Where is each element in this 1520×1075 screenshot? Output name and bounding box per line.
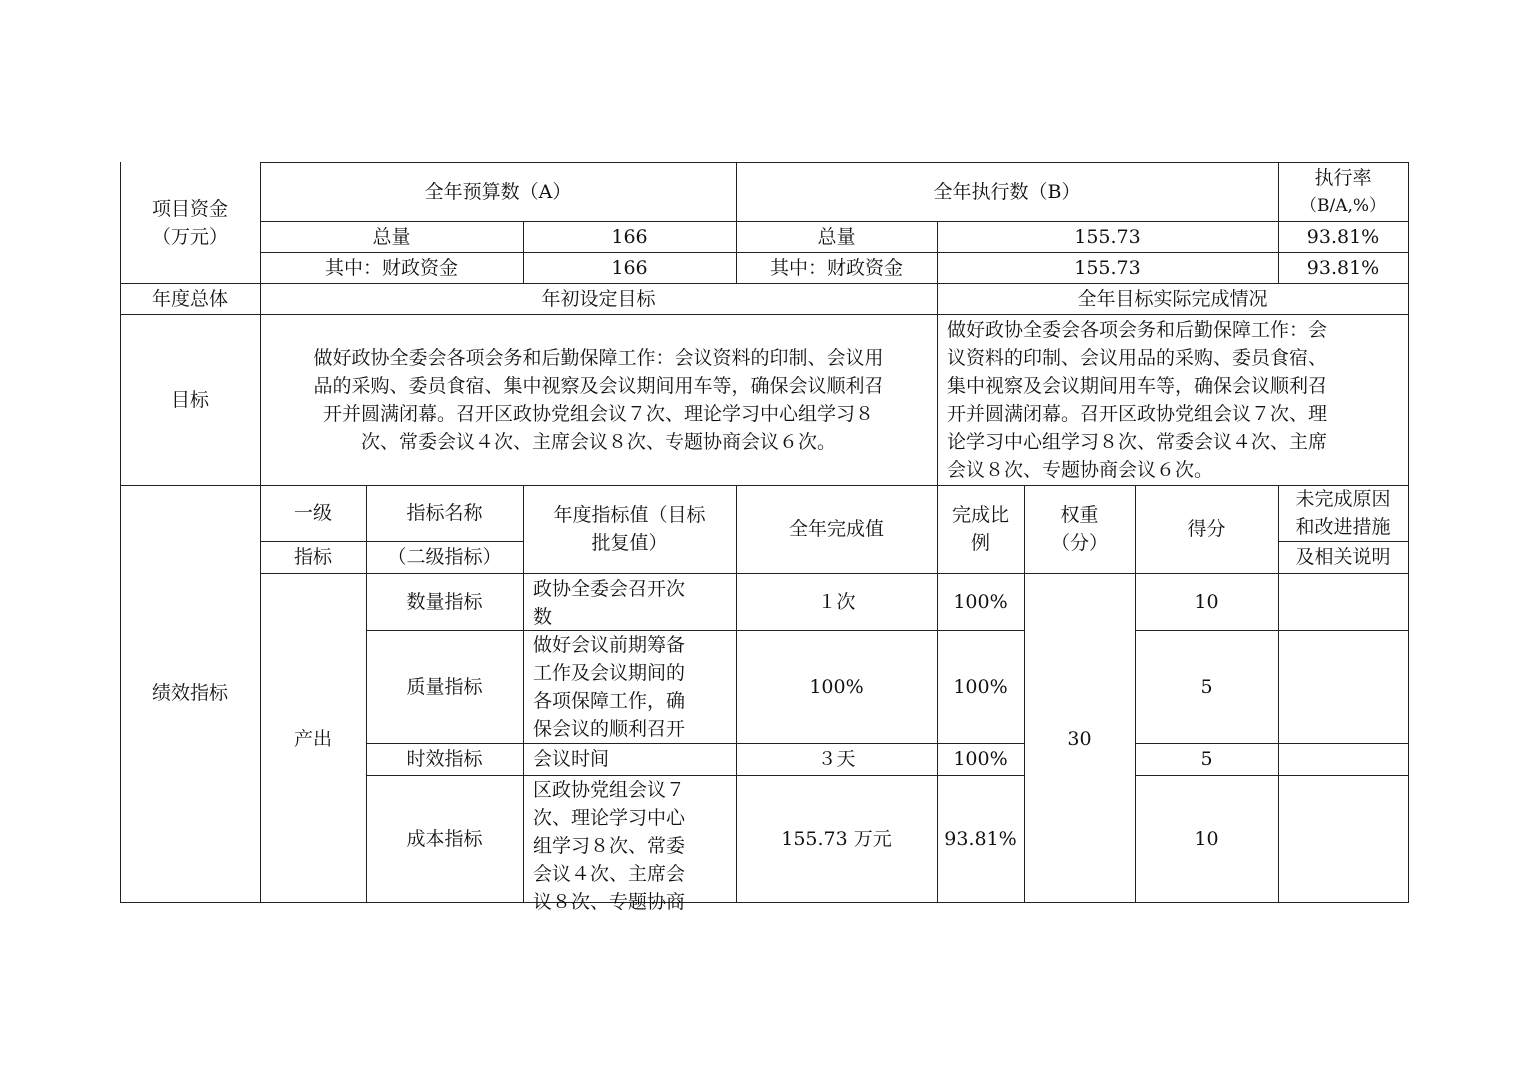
actual-text-line: 议资料的印制、会议用品的采购、委员食宿、 (947, 347, 1328, 369)
target-text (260, 344, 937, 456)
actual-text-line: 论学习中心组学习８次、常委会议４次、主席 (947, 431, 1328, 453)
indicator-name: 数量指标 (406, 591, 483, 613)
actual-header: 全年目标实际完成情况 (1077, 288, 1268, 310)
target-line: 会议时间 (533, 748, 610, 770)
target-text-line: 次、常委会议４次、主席会议８次、专题协商会议６次。 (360, 431, 836, 453)
funds-unit-label: （万元） (151, 226, 228, 248)
perf-label: 绩效指标 (151, 682, 228, 704)
header-reason-line2: 和改进措施 (1295, 516, 1391, 538)
funds-row-label: 总量 (372, 226, 411, 248)
target-text-line: 做好政协全委会各项会务和后勤保障工作：会议资料的印制、会议用 (313, 347, 884, 369)
header-annual-target: 年度指标值（目标 (553, 504, 706, 526)
funds-row-execution: 155.73 (1074, 226, 1141, 248)
header-indicator-level2: （二级指标） (387, 546, 502, 568)
target-line: 政协全委会召开次 (533, 578, 686, 600)
header-level1-sub: 指标 (293, 546, 332, 568)
header-reason: 未完成原因 (1295, 488, 1391, 510)
header-ratio: 完成比 (951, 504, 1009, 526)
actual-text-line: 会议８次、专题协商会议６次。 (947, 459, 1214, 481)
budget-header: 全年预算数（A） (424, 181, 572, 203)
funds-row-budget: 166 (611, 226, 648, 248)
header-score: 得分 (1187, 518, 1226, 540)
header-level1: 一级 (293, 502, 332, 524)
header-annual-target-sub: 批复值） (591, 532, 668, 554)
target-line: 区政协党组会议７ (533, 779, 686, 801)
goals-label-target: 目标 (170, 389, 209, 411)
target-line: 保会议的顺利召开 (533, 718, 686, 740)
indicator-ratio: 100% (953, 676, 1008, 698)
actual-text-line: 集中视察及会议期间用车等，确保会议顺利召 (947, 375, 1328, 397)
header-indicator-name: 指标名称 (406, 502, 483, 524)
target-text-line: 品的采购、委员食宿、集中视察及会议期间用车等，确保会议顺利召 (313, 375, 884, 397)
funds-row-label: 其中：财政资金 (324, 257, 458, 279)
funds-row-exec-label: 总量 (817, 226, 856, 248)
header-reason-line3: 及相关说明 (1295, 546, 1391, 568)
indicator-target (533, 575, 733, 631)
indicator-score: 10 (1194, 591, 1219, 613)
funds-row-execution: 155.73 (1074, 257, 1141, 279)
category-output: 产出 (293, 728, 332, 750)
indicator-ratio: 93.81% (944, 828, 1017, 850)
target-header: 年初设定目标 (541, 288, 656, 310)
indicator-score: 5 (1200, 676, 1213, 698)
indicator-target (533, 776, 733, 916)
indicator-completed: 100% (809, 676, 864, 698)
target-line: 组学习８次、常委 (533, 835, 686, 857)
header-completed: 全年完成值 (788, 518, 884, 540)
target-line: 工作及会议期间的 (533, 662, 686, 684)
weight-value: 30 (1067, 728, 1092, 750)
indicator-target (533, 745, 733, 773)
actual-text-line: 开并圆满闭幕。召开区政协党组会议７次、理 (947, 403, 1328, 425)
goals-label: 年度总体 (151, 288, 228, 310)
header-weight: 权重 (1060, 504, 1099, 526)
rate-header-unit: （B/A,%） (1299, 196, 1387, 216)
target-line: 会议４次、主席会 (533, 863, 686, 885)
actual-text-line: 做好政协全委会各项会务和后勤保障工作：会 (947, 319, 1328, 341)
header-weight-unit: （分） (1050, 532, 1108, 554)
funds-row-exec-label: 其中：财政资金 (769, 257, 903, 279)
funds-row-rate: 93.81% (1306, 257, 1380, 279)
indicator-completed: ３天 (817, 748, 856, 770)
indicator-completed: 155.73 万元 (781, 828, 892, 850)
indicator-name: 成本指标 (406, 828, 483, 850)
indicator-name: 质量指标 (406, 676, 483, 698)
indicator-score: 5 (1200, 748, 1213, 770)
target-line: 各项保障工作，确 (533, 690, 686, 712)
actual-text (947, 316, 1405, 484)
indicator-completed: １次 (817, 591, 856, 613)
target-line: 数 (533, 606, 553, 628)
indicator-name: 时效指标 (406, 748, 483, 770)
target-line: 议８次、专题协商 (533, 891, 686, 913)
funds-label: 项目资金 (151, 198, 228, 220)
header-ratio-sub: 例 (970, 532, 990, 554)
indicator-target (533, 631, 733, 743)
execution-header: 全年执行数（B） (933, 181, 1081, 203)
indicator-score: 10 (1194, 828, 1219, 850)
target-line: 做好会议前期筹备 (533, 634, 686, 656)
funds-row-budget: 166 (611, 257, 648, 279)
target-line: 次、理论学习中心 (533, 807, 686, 829)
indicator-ratio: 100% (953, 591, 1008, 613)
rate-header: 执行率 (1314, 167, 1372, 189)
funds-row-rate: 93.81% (1306, 226, 1380, 248)
indicator-ratio: 100% (953, 748, 1008, 770)
target-text-line: 开并圆满闭幕。召开区政协党组会议７次、理论学习中心组学习８ (322, 403, 874, 425)
